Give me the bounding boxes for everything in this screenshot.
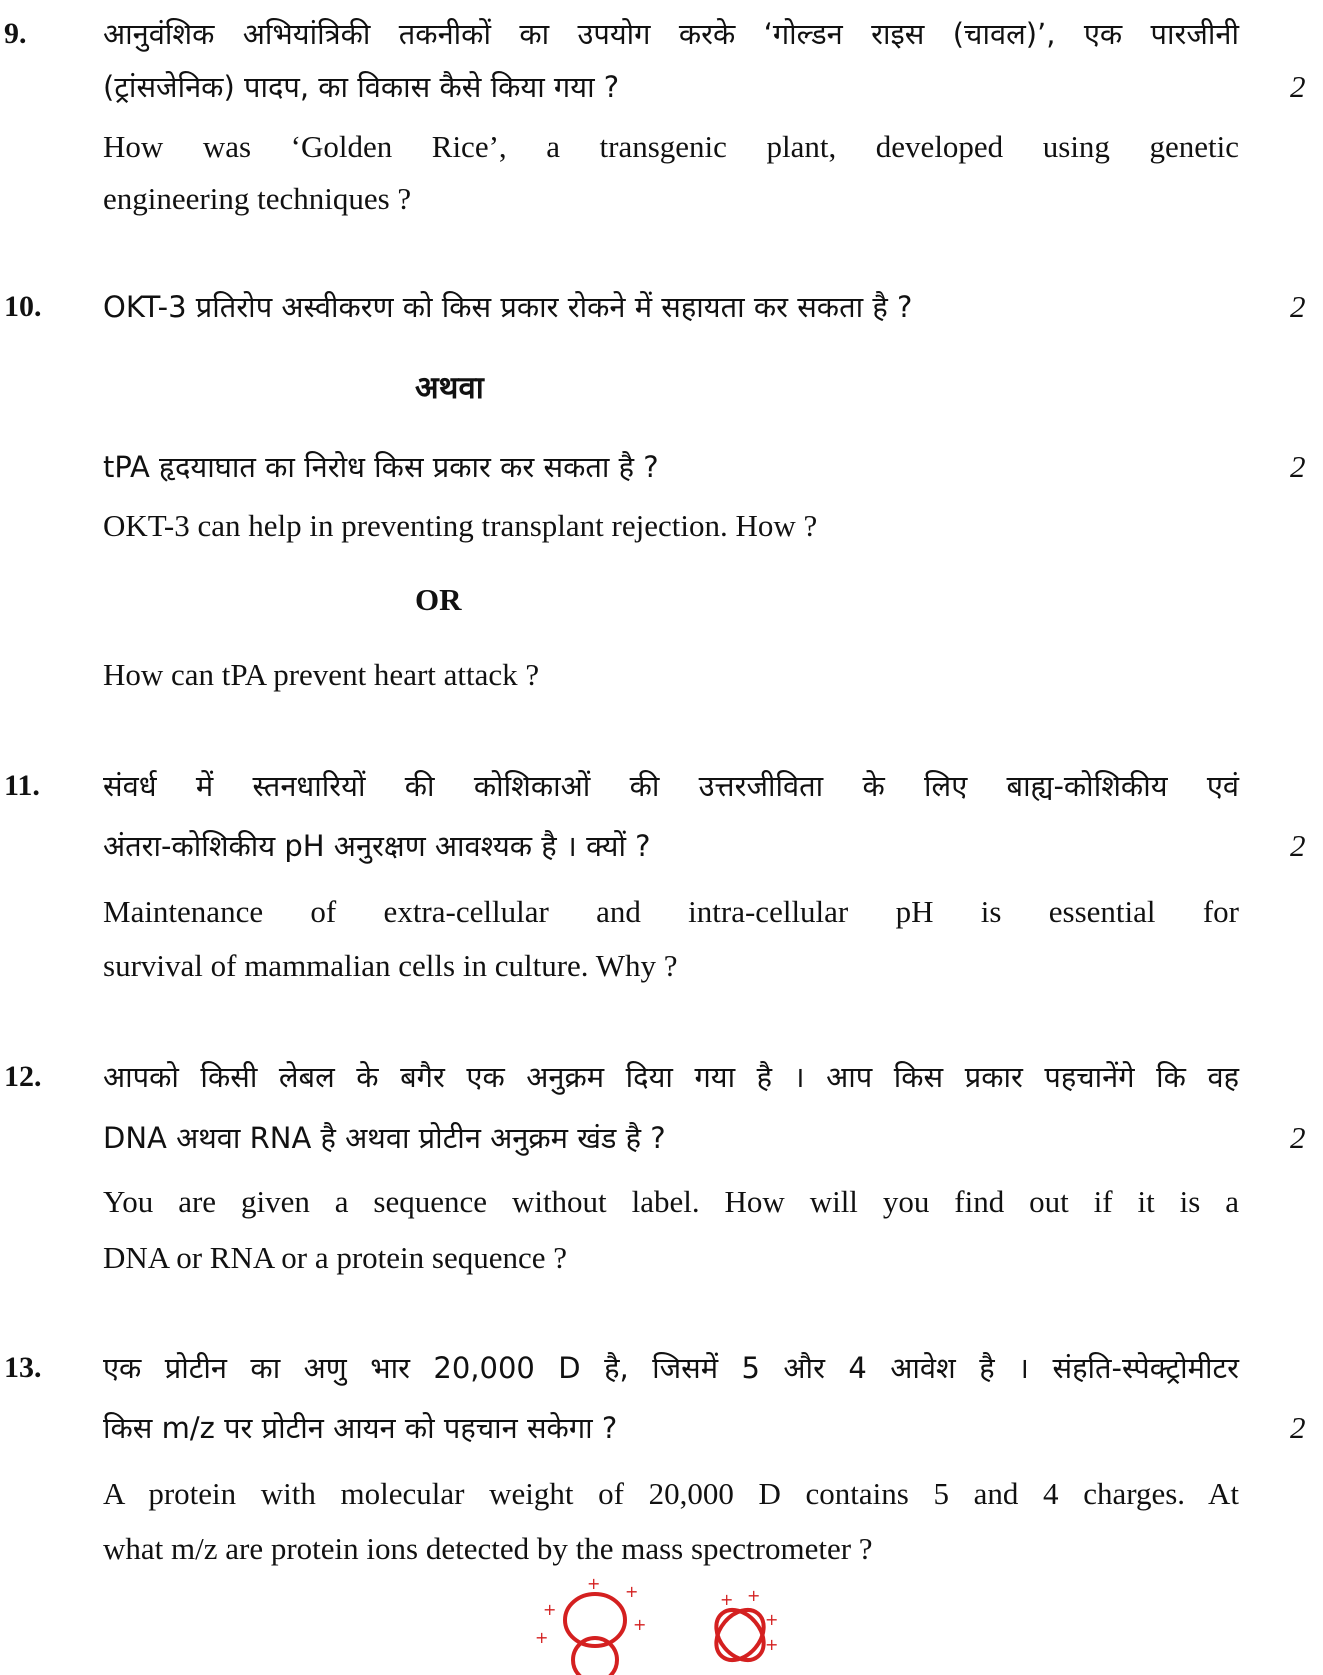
question-english-line: survival of mammalian cells in culture. Why ? [103, 948, 678, 983]
svg-text:+: + [765, 1610, 779, 1629]
or-label: OR [415, 582, 462, 617]
question-number: 13. [4, 1351, 42, 1384]
question-english-line: OKT-3 can help in preventing transplant rejection. How ? [103, 508, 818, 543]
svg-text:+: + [765, 1635, 779, 1654]
question-hindi-line: किस m/z पर प्रोटीन आयन को पहचान सकेगा ? [103, 1411, 618, 1445]
question-number: 12. [4, 1060, 42, 1093]
or-hindi-label: अथवा [415, 370, 484, 406]
question-hindi-line: OKT-3 प्रतिरोप अस्वीकरण को किस प्रकार रोकने में सहायता कर सकता है ? [103, 290, 913, 324]
marks: 2 [1290, 828, 1306, 863]
marks: 2 [1290, 1120, 1306, 1155]
question-english-line: Maintenance of extra-cellular and intra-cellular pH is essential for [103, 894, 1239, 929]
question-english-line: what m/z are protein ions detected by the mass spectrometer ? [103, 1531, 873, 1566]
svg-text:+: + [587, 1575, 601, 1593]
question-number: 9. [4, 17, 27, 50]
marks: 2 [1290, 1410, 1306, 1445]
question-english-line: engineering techniques ? [103, 181, 412, 216]
marks: 2 [1290, 69, 1306, 104]
svg-text:+: + [747, 1586, 761, 1605]
question-hindi-line: DNA अथवा RNA है अथवा प्रोटीन अनुक्रम खंड है ? [103, 1121, 666, 1155]
question-hindi-line: संवर्ध में स्तनधारियों की कोशिकाओं की उत्तरजीविता के लिए बाह्य-कोशिकीय एवं [103, 769, 1239, 803]
svg-text:+: + [720, 1590, 734, 1609]
question-number: 10. [4, 290, 42, 323]
question-english-line: How was ‘Golden Rice’, a transgenic plant, developed using genetic [103, 129, 1239, 164]
question-hindi-line: आनुवंशिक अभियांत्रिकी तकनीकों का उपयोग करके ‘गोल्डन राइस (चावल)’, एक पारजीनी [103, 17, 1239, 51]
question-hindi-line: अंतरा-कोशिकीय pH अनुरक्षण आवश्यक है । क्यों ? [103, 829, 651, 863]
marks: 2 [1290, 449, 1306, 484]
question-english-line: You are given a sequence without label. How will you find out if it is a [103, 1184, 1239, 1219]
question-english-line: A protein with molecular weight of 20,000 D contains 5 and 4 charges. At [103, 1476, 1239, 1511]
question-english-alt: How can tPA prevent heart attack ? [103, 657, 540, 692]
marks: 2 [1290, 289, 1306, 324]
svg-text:+: + [535, 1628, 549, 1647]
svg-text:+: + [625, 1582, 639, 1601]
question-number: 11. [4, 769, 40, 802]
question-hindi-line: आपको किसी लेबल के बगैर एक अनुक्रम दिया गया है । आप किस प्रकार पहचानेंगे कि वह [103, 1060, 1239, 1094]
decorative-logo-icon [525, 1575, 825, 1675]
svg-text:+: + [633, 1615, 647, 1634]
svg-text:+: + [543, 1600, 557, 1619]
question-hindi-line: एक प्रोटीन का अणु भार 20,000 D है, जिसमें 5 और 4 आवेश है । संहति-स्पेक्ट्रोमीटर [103, 1351, 1239, 1385]
question-hindi-line: (ट्रांसजेनिक) पादप, का विकास कैसे किया गया ? [103, 70, 620, 104]
question-english-line: DNA or RNA or a protein sequence ? [103, 1240, 568, 1275]
question-hindi-alt: tPA हृदयाघात का निरोध किस प्रकार कर सकता है ? [103, 450, 659, 484]
